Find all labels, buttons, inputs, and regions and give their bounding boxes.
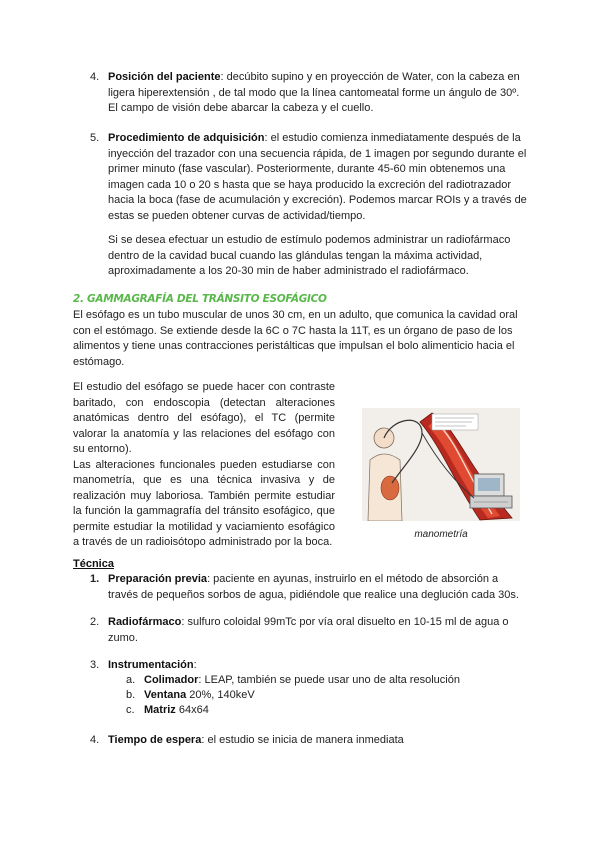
sub-letter: c.	[126, 704, 135, 716]
list-number: 5.	[90, 132, 100, 144]
intro-paragraph: El esófago es un tubo muscular de unos 30 cm, en un adulto, que comunica la cavidad oral con el estómago. Se extiende desde la 6C o 7C hasta la 11T, es un órgano de paso de los alimentos y tiene unas contracciones peristálticas que impulsan el bolo alimenticio hacia el estómago.	[73, 309, 518, 368]
list-number: 2.	[90, 616, 100, 628]
sub-text	[144, 673, 486, 689]
paragraph-contrast: El estudio del esófago se puede hacer con contraste baritado, con endoscopia (detectan alteraciones anatómicas dentro del esófago), el TC (permite valorar la anatomía y las relaciones del esófago con su entorno).	[73, 381, 335, 455]
sub-text	[144, 688, 486, 704]
term-bold: Preparación previa	[108, 573, 208, 585]
term-description: : decúbito supino y en proyección de Water, con la cabeza en ligera hiperextensión , de tal modo que la línea cantomeatal forme un ángulo de 30º. El campo de visión debe abarcar la cabeza y el cuello.	[108, 71, 520, 114]
sub-text	[144, 703, 486, 719]
sub-item-matrix	[126, 703, 486, 719]
list-number: 1.	[90, 573, 100, 585]
term-description: 20%, 140keV	[186, 689, 255, 701]
section-heading: 2. GAMMAGRAFÍA DEL TRÁNSITO ESOFÁGICO	[73, 293, 327, 305]
paragraph-functional: Las alteraciones funcionales pueden estudiarse con manometría, que es una técnica invasiva y de realización muy laboriosa. También permite estudiar la función la gammagrafía del tránsito esofágico, que permite estudiar la motilidad y vaciamiento esofágico a través de un radioisótopo administrado por la boca.	[73, 458, 335, 548]
list-item-wait-time	[90, 733, 530, 749]
tecnica-heading: Técnica	[73, 558, 114, 570]
list-item-radiopharmaceutical	[90, 615, 530, 646]
list-number: 4.	[90, 71, 100, 83]
sub-item-window	[126, 688, 486, 704]
term-bold: Tiempo de espera	[108, 734, 202, 746]
term-bold: Procedimiento de adquisición	[108, 132, 265, 144]
term-description: : LEAP, también se puede usar uno de alta resolución	[198, 674, 460, 686]
list-text	[108, 572, 530, 603]
term-bold: Ventana	[144, 689, 187, 701]
term-bold: Matriz	[144, 704, 176, 716]
term-bold: Radiofármaco	[108, 616, 182, 628]
list-number: 3.	[90, 659, 100, 671]
manometry-illustration	[362, 408, 520, 521]
list-text	[108, 733, 530, 749]
sub-letter: b.	[126, 689, 136, 701]
manometry-drawing	[362, 408, 520, 521]
list-text	[108, 658, 530, 674]
term-description: :	[193, 659, 197, 671]
list-item-instrumentation	[90, 658, 530, 674]
term-description: : paciente en ayunas, instruirlo en el método de absorción a través de pequeños sorbos de agua, pidiéndole que realice una deglución cada 30s.	[108, 573, 519, 601]
stimulus-paragraph: Si se desea efectuar un estudio de estímulo podemos administrar un radiofármaco dentro de la cavidad bucal cuando las glándulas tengan la máxima actividad, aproximadamente a los 20-30 min de haber administrado el radiofármaco.	[108, 234, 511, 277]
term-bold: Colimador	[144, 674, 199, 686]
list-number: 4.	[90, 734, 100, 746]
sub-letter: a.	[126, 674, 136, 686]
term-description: 64x64	[175, 704, 209, 716]
term-bold: Posición del paciente	[108, 71, 221, 83]
list-item-preparation	[90, 572, 530, 603]
list-item-acquisition	[90, 131, 530, 224]
list-text	[108, 615, 530, 646]
list-text	[108, 131, 530, 224]
term-description: : el estudio comienza inmediatamente después de la inyección del trazador con una secuencia rápida, de 1 imagen por segundo durante el primer minuto (fase vascular). Posteriormente, durante 45-60 min obtenemos una imagen cada 10 o 20 s hasta que se haya producido la excreción del radiotrazador hacia la boca (fase de acumulación y excreción). Podemos marcar ROIs y a través de estas se pueden obtener curvas de actividad/tiempo.	[108, 132, 527, 222]
left-column	[73, 380, 335, 551]
term-description: : el estudio se inicia de manera inmediata	[201, 734, 404, 746]
list-text	[108, 70, 530, 117]
list-item-patient-position	[90, 70, 530, 117]
sub-item-collimator	[126, 673, 486, 689]
term-description: : sulfuro coloidal 99mTc por vía oral disuelto en 10-15 ml de agua o zumo.	[108, 616, 509, 644]
figure-caption: manometría	[414, 529, 468, 540]
term-bold: Instrumentación	[108, 659, 194, 671]
